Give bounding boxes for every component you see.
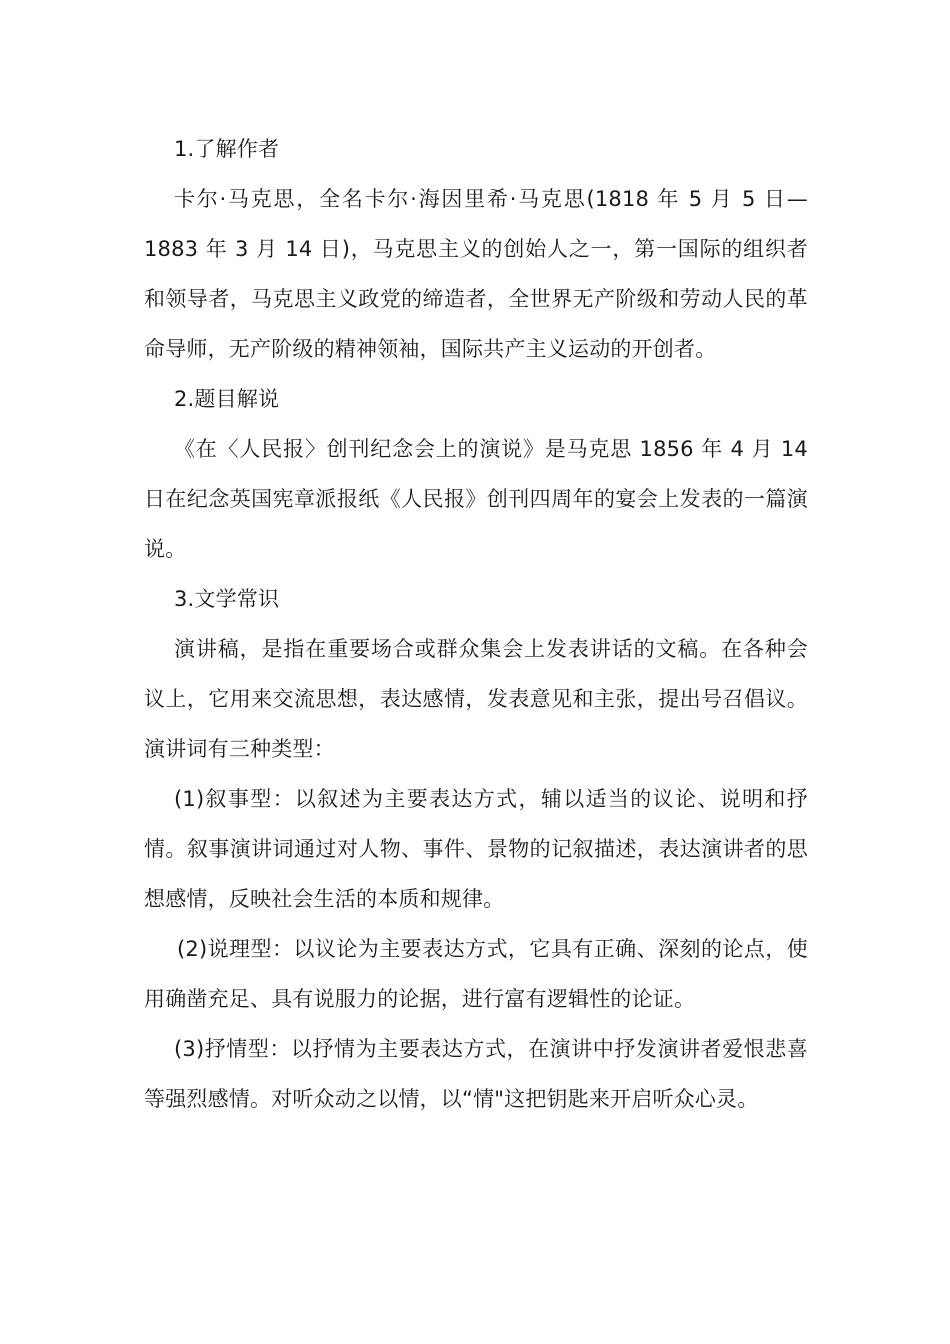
- heading-literary-knowledge: 3.文学常识: [174, 587, 280, 611]
- paragraph-lyrical-type: (3)抒情型：以抒情为主要表达方式，在演讲中抒发演讲者爱恨悲喜等强烈感情。对听众动之以情，以“情"这把钥匙来开启听众心灵。: [144, 1037, 808, 1111]
- paragraph-speech-definition: 演讲稿，是指在重要场合或群众集会上发表讲话的文稿。在各种会议上，它用来交流思想，表达感情，发表意见和主张，提出号召倡议。演讲词有三种类型：: [144, 637, 808, 761]
- paragraph-author: 卡尔·马克思，全名卡尔·海因里希·马克思(1818 年 5 月 5 日—1883 年 3 月 14 日)，马克思主义的创始人之一，第一国际的组织者和领导者，马克思主义政党的缔造者，全世界无产阶级和劳动人民的革命导师，无产阶级的精神领袖，国际共产主义运动的开创者。: [144, 187, 808, 361]
- paragraph-title-explanation: 《在〈人民报〉创刊纪念会上的演说》是马克思 1856 年 4 月 14 日在纪念英国宪章派报纸《人民报》创刊四周年的宴会上发表的一篇演说。: [144, 437, 808, 561]
- heading-title-explanation: 2.题目解说: [174, 387, 280, 411]
- paragraph-argumentative-type: (2)说理型：以议论为主要表达方式，它具有正确、深刻的论点，使用确凿充足、具有说服力的论据，进行富有逻辑性的论证。: [144, 937, 808, 1011]
- paragraph-narrative-type: (1)叙事型：以叙述为主要表达方式，辅以适当的议论、说明和抒情。叙事演讲词通过对人物、事件、景物的记叙描述，表达演讲者的思想感情，反映社会生活的本质和规律。: [144, 787, 808, 911]
- heading-author: 1.了解作者: [174, 137, 280, 161]
- document-body: [144, 124, 808, 1124]
